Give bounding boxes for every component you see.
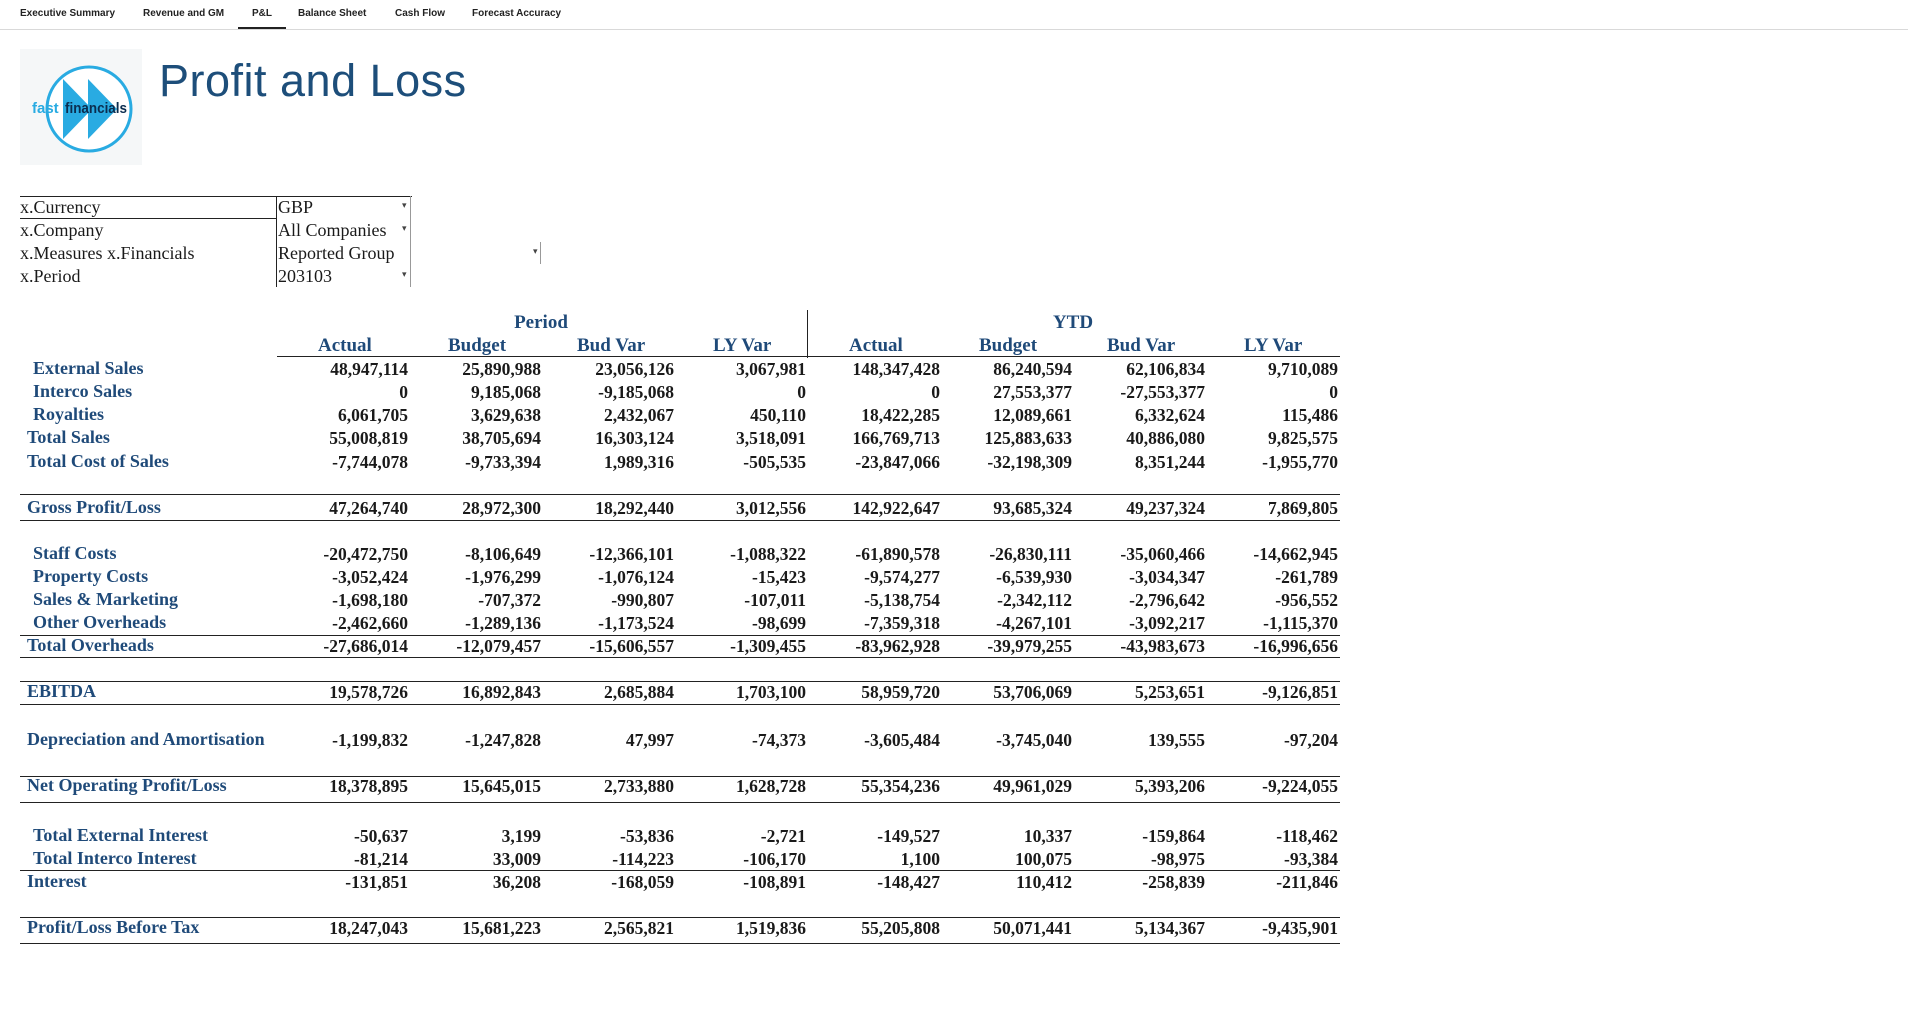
filter-period[interactable] xyxy=(20,265,440,288)
table-cell: 9,185,068 xyxy=(471,382,541,402)
table-rule xyxy=(20,520,1340,521)
table-cell: 9,825,575 xyxy=(1268,428,1338,448)
table-cell: -211,846 xyxy=(1276,872,1338,892)
table-cell: 28,972,300 xyxy=(462,498,541,518)
table-cell: -53,836 xyxy=(620,826,674,846)
table-cell: 0 xyxy=(399,382,408,402)
filter-currency-label: x.Currency xyxy=(20,197,101,217)
row-label-total-cost-of-sales: Total Cost of Sales xyxy=(27,451,169,471)
table-cell: -131,851 xyxy=(345,872,408,892)
table-cell: 33,009 xyxy=(492,849,541,869)
filter-company-label: x.Company xyxy=(20,220,104,240)
table-cell: 47,997 xyxy=(625,730,674,750)
column-header-budget-ytd: Budget xyxy=(979,335,1038,356)
row-label-total-external-interest: Total External Interest xyxy=(33,825,208,845)
tab-revenue-and-gm[interactable]: Revenue and GM xyxy=(143,8,225,19)
table-cell: -3,745,040 xyxy=(996,730,1072,750)
table-cell: 2,733,880 xyxy=(604,776,674,796)
row-label-total-interco-interest: Total Interco Interest xyxy=(33,848,197,868)
table-cell: -74,373 xyxy=(752,730,806,750)
table-cell: -1,115,370 xyxy=(1263,613,1338,633)
table-cell: -32,198,309 xyxy=(987,452,1072,472)
table-cell: 2,432,067 xyxy=(604,405,674,425)
table-cell: -6,539,930 xyxy=(996,567,1072,587)
table-cell: -50,637 xyxy=(354,826,408,846)
table-cell: 1,100 xyxy=(900,849,940,869)
table-rule xyxy=(20,494,1340,495)
table-cell: -1,309,455 xyxy=(730,636,806,656)
logo-wordmark-financials: financials xyxy=(65,100,127,117)
table-cell: 86,240,594 xyxy=(993,359,1072,379)
table-cell: 139,555 xyxy=(1148,730,1205,750)
table-cell: -2,721 xyxy=(760,826,806,846)
filter-currency[interactable] xyxy=(20,196,440,219)
table-cell: 125,883,633 xyxy=(984,428,1072,448)
table-cell: 3,067,981 xyxy=(736,359,806,379)
row-label-profit-loss-before-tax: Profit/Loss Before Tax xyxy=(27,917,200,937)
table-cell: 36,208 xyxy=(492,872,541,892)
table-cell: -1,955,770 xyxy=(1262,452,1338,472)
row-label-other-overheads: Other Overheads xyxy=(33,612,167,632)
table-cell: -108,891 xyxy=(743,872,806,892)
row-label-sales-and-marketing: Sales & Marketing xyxy=(33,589,178,609)
row-label-gross-profit-loss: Gross Profit/Loss xyxy=(27,497,161,517)
table-cell: -98,699 xyxy=(752,613,806,633)
table-cell: -707,372 xyxy=(478,590,541,610)
table-cell: -9,126,851 xyxy=(1262,682,1338,702)
table-cell: -81,214 xyxy=(354,849,408,869)
table-cell: 1,628,728 xyxy=(736,776,806,796)
filter-company-value[interactable]: All Companies xyxy=(278,220,387,240)
filter-measures-value[interactable]: Reported Group xyxy=(278,243,395,263)
table-cell: -97,204 xyxy=(1284,730,1338,750)
column-header-bud-var-ytd: Bud Var xyxy=(1107,335,1176,356)
table-cell: -83,962,928 xyxy=(855,636,940,656)
table-cell: -106,170 xyxy=(743,849,806,869)
table-cell: -93,384 xyxy=(1284,849,1338,869)
tab-pnl[interactable]: P&L xyxy=(252,8,272,19)
table-cell: -505,535 xyxy=(743,452,806,472)
row-label-net-operating-profit-loss: Net Operating Profit/Loss xyxy=(27,775,227,795)
table-cell: -15,606,557 xyxy=(589,636,674,656)
group-header-ytd: YTD xyxy=(1052,312,1094,333)
column-header-ly-var-ytd: LY Var xyxy=(1244,335,1303,356)
table-cell: 38,705,694 xyxy=(462,428,541,448)
table-cell: 2,565,821 xyxy=(604,918,674,938)
table-cell: -9,733,394 xyxy=(465,452,541,472)
table-cell: -16,996,656 xyxy=(1253,636,1338,656)
filter-currency-value[interactable]: GBP xyxy=(278,197,314,217)
table-cell: 27,553,377 xyxy=(993,382,1072,402)
table-cell: 15,681,223 xyxy=(462,918,541,938)
table-cell: 18,378,895 xyxy=(329,776,408,796)
table-rule xyxy=(20,870,1340,871)
column-header-actual-ytd: Actual xyxy=(849,335,903,356)
row-label-total-overheads: Total Overheads xyxy=(27,635,154,655)
table-cell: -1,289,136 xyxy=(465,613,541,633)
group-separator xyxy=(807,310,808,358)
table-cell: -1,173,524 xyxy=(598,613,674,633)
table-cell: 18,247,043 xyxy=(329,918,408,938)
row-label-staff-costs: Staff Costs xyxy=(33,543,117,563)
table-cell: 55,008,819 xyxy=(329,428,408,448)
tab-forecast-accuracy[interactable]: Forecast Accuracy xyxy=(472,8,562,19)
column-header-ly-var-period: LY Var xyxy=(713,335,772,356)
table-cell: 7,869,805 xyxy=(1268,498,1338,518)
table-cell: -43,983,673 xyxy=(1120,636,1205,656)
filter-company[interactable] xyxy=(20,219,440,242)
table-cell: 1,703,100 xyxy=(736,682,806,702)
page-title: Profit and Loss xyxy=(159,55,467,106)
row-label-external-sales: External Sales xyxy=(33,358,144,378)
dropdown-arrow-icon[interactable]: ▾ xyxy=(402,269,407,279)
table-cell: 1,519,836 xyxy=(736,918,806,938)
table-cell: 49,237,324 xyxy=(1126,498,1205,518)
row-label-interco-sales: Interco Sales xyxy=(33,381,133,401)
row-label-property-costs: Property Costs xyxy=(33,566,149,586)
table-cell: -98,975 xyxy=(1151,849,1205,869)
table-cell: -12,366,101 xyxy=(589,544,674,564)
table-cell: 18,292,440 xyxy=(595,498,674,518)
table-cell: -7,744,078 xyxy=(332,452,408,472)
table-cell: -9,185,068 xyxy=(598,382,674,402)
tab-cash-flow[interactable]: Cash Flow xyxy=(395,8,446,19)
table-cell: 0 xyxy=(797,382,806,402)
table-cell: 12,089,661 xyxy=(993,405,1072,425)
table-cell: 25,890,988 xyxy=(462,359,541,379)
table-cell: -35,060,466 xyxy=(1120,544,1205,564)
table-cell: -7,359,318 xyxy=(864,613,940,633)
table-cell: -9,574,277 xyxy=(864,567,940,587)
table-cell: -2,342,112 xyxy=(997,590,1072,610)
table-cell: -1,247,828 xyxy=(465,730,541,750)
table-cell: -148,427 xyxy=(877,872,940,892)
table-cell: 5,134,367 xyxy=(1135,918,1205,938)
tab-executive-summary[interactable]: Executive Summary xyxy=(20,8,116,19)
table-cell: 1,989,316 xyxy=(604,452,674,472)
table-cell: 5,253,651 xyxy=(1135,682,1205,702)
dropdown-arrow-icon[interactable]: ▾ xyxy=(402,223,407,233)
table-cell: 0 xyxy=(931,382,940,402)
table-cell: -1,076,124 xyxy=(598,567,674,587)
table-cell: -12,079,457 xyxy=(456,636,541,656)
table-cell: 15,645,015 xyxy=(462,776,541,796)
table-cell: -1,088,322 xyxy=(730,544,806,564)
table-cell: -26,830,111 xyxy=(989,544,1072,564)
table-cell: 18,422,285 xyxy=(861,405,940,425)
table-cell: 100,075 xyxy=(1015,849,1072,869)
table-cell: -14,662,945 xyxy=(1253,544,1338,564)
logo-wordmark-fast: fast xyxy=(32,100,59,117)
table-cell: -3,092,217 xyxy=(1129,613,1205,633)
table-cell: -956,552 xyxy=(1275,590,1338,610)
table-cell: 16,303,124 xyxy=(595,428,674,448)
table-cell: -168,059 xyxy=(611,872,674,892)
tab-balance-sheet[interactable]: Balance Sheet xyxy=(298,8,367,19)
table-cell: 10,337 xyxy=(1023,826,1072,846)
table-cell: 3,629,638 xyxy=(471,405,541,425)
table-cell: -1,199,832 xyxy=(332,730,408,750)
table-cell: 3,518,091 xyxy=(736,428,806,448)
table-cell: -3,034,347 xyxy=(1129,567,1205,587)
table-cell: 8,351,244 xyxy=(1135,452,1205,472)
table-cell: 166,769,713 xyxy=(852,428,940,448)
table-cell: -3,605,484 xyxy=(864,730,940,750)
table-cell: -107,011 xyxy=(744,590,806,610)
table-rule xyxy=(20,943,1340,944)
column-header-bud-var-period: Bud Var xyxy=(577,335,646,356)
table-rule xyxy=(20,802,1340,803)
table-cell: 40,886,080 xyxy=(1126,428,1205,448)
table-cell: 19,578,726 xyxy=(329,682,408,702)
table-cell: 6,332,624 xyxy=(1135,405,1205,425)
table-cell: 49,961,029 xyxy=(993,776,1072,796)
table-cell: -1,976,299 xyxy=(465,567,541,587)
dropdown-arrow-icon[interactable]: ▾ xyxy=(402,200,407,210)
table-cell: -9,435,901 xyxy=(1262,918,1338,938)
table-cell: 6,061,705 xyxy=(338,405,408,425)
table-cell: -258,839 xyxy=(1142,872,1205,892)
table-cell: -8,106,649 xyxy=(465,544,541,564)
filter-measures[interactable] xyxy=(20,242,580,265)
table-cell: 55,205,808 xyxy=(861,918,940,938)
table-cell: -149,527 xyxy=(877,826,940,846)
table-cell: -39,979,255 xyxy=(987,636,1072,656)
table-cell: -159,864 xyxy=(1142,826,1205,846)
table-cell: -20,472,750 xyxy=(323,544,408,564)
table-cell: -261,789 xyxy=(1275,567,1338,587)
table-cell: -5,138,754 xyxy=(864,590,940,610)
group-header-period: Period xyxy=(514,312,568,333)
table-cell: 50,071,441 xyxy=(993,918,1072,938)
table-cell: -2,796,642 xyxy=(1129,590,1205,610)
table-cell: 55,354,236 xyxy=(861,776,940,796)
table-rule xyxy=(20,704,1340,705)
table-cell: 9,710,089 xyxy=(1268,359,1338,379)
table-cell: -27,553,377 xyxy=(1120,382,1205,402)
table-rule xyxy=(20,657,1340,658)
table-cell: 47,264,740 xyxy=(329,498,408,518)
table-cell: 3,012,556 xyxy=(736,498,806,518)
row-label-total-sales: Total Sales xyxy=(27,427,110,447)
row-label-interest: Interest xyxy=(27,871,87,891)
table-cell: 142,922,647 xyxy=(852,498,940,518)
filter-measures-edge xyxy=(540,242,541,264)
table-cell: 110,412 xyxy=(1016,872,1072,892)
table-cell: 16,892,843 xyxy=(462,682,541,702)
table-cell: 148,347,428 xyxy=(852,359,940,379)
table-cell: -61,890,578 xyxy=(855,544,940,564)
table-cell: 93,685,324 xyxy=(993,498,1072,518)
table-cell: 53,706,069 xyxy=(993,682,1072,702)
table-cell: -27,686,014 xyxy=(323,636,408,656)
table-cell: 62,106,834 xyxy=(1126,359,1205,379)
table-cell: -23,847,066 xyxy=(855,452,940,472)
table-cell: -114,223 xyxy=(612,849,674,869)
table-cell: 48,947,114 xyxy=(330,359,408,379)
table-cell: -118,462 xyxy=(1276,826,1338,846)
table-cell: 450,110 xyxy=(750,405,806,425)
filter-period-label: x.Period xyxy=(20,266,81,286)
table-cell: -990,807 xyxy=(611,590,674,610)
report-tab-bar xyxy=(0,0,1908,30)
filter-period-value[interactable]: 203103 xyxy=(278,266,332,286)
column-header-actual-period: Actual xyxy=(318,335,372,356)
filter-measures-label: x.Measures x.Financials xyxy=(20,243,195,263)
company-logo xyxy=(20,49,142,165)
header-underline xyxy=(277,356,1340,357)
table-cell: 5,393,206 xyxy=(1135,776,1205,796)
table-cell: -4,267,101 xyxy=(996,613,1072,633)
table-cell: -15,423 xyxy=(752,567,806,587)
table-cell: 23,056,126 xyxy=(595,359,674,379)
table-cell: 3,199 xyxy=(501,826,541,846)
table-cell: -2,462,660 xyxy=(332,613,408,633)
column-header-budget-period: Budget xyxy=(448,335,507,356)
row-label-ebitda: EBITDA xyxy=(27,681,97,701)
table-cell: 115,486 xyxy=(1282,405,1338,425)
table-cell: -9,224,055 xyxy=(1262,776,1338,796)
table-cell: 0 xyxy=(1329,382,1338,402)
table-cell: 2,685,884 xyxy=(604,682,674,702)
row-label-depreciation-and-amortisation: Depreciation and Amortisation xyxy=(27,729,265,749)
table-cell: -1,698,180 xyxy=(332,590,408,610)
row-label-royalties: Royalties xyxy=(33,404,104,424)
dropdown-arrow-icon[interactable]: ▾ xyxy=(533,246,538,256)
table-cell: -3,052,424 xyxy=(332,567,408,587)
table-cell: 58,959,720 xyxy=(861,682,940,702)
